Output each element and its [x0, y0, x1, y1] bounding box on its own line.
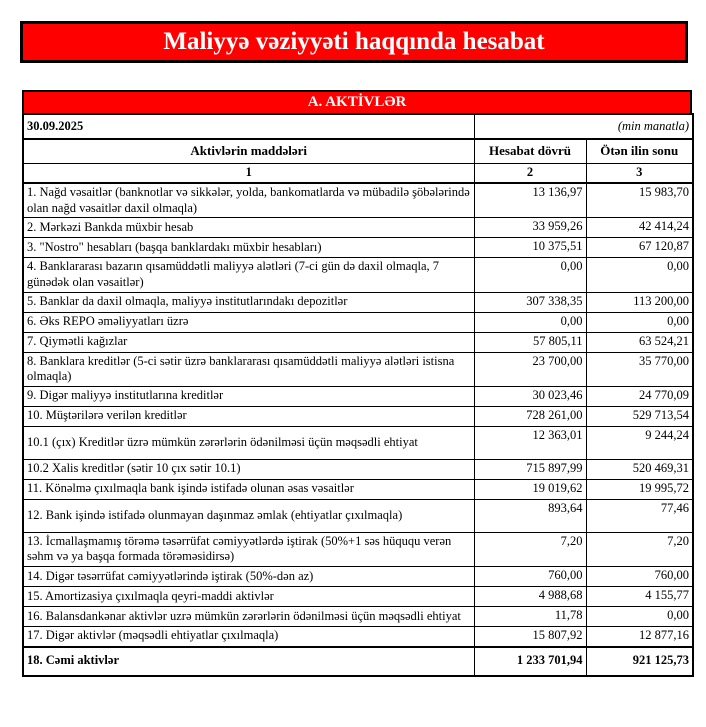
column-header-current: Hesabat dövrü: [474, 139, 586, 164]
row-label: 4. Banklararası bazarın qısamüddətli maliyyə alətləri (7-ci gün də daxil olmaqla, 7 günədək olan vəsaitlər): [23, 258, 474, 292]
row-value-current: 15 807,92: [474, 627, 586, 647]
row-value-current: 30 023,46: [474, 386, 586, 406]
row-value-current: 4 988,68: [474, 587, 586, 607]
report-title: Maliyyə vəziyyəti haqqında hesabat: [163, 28, 545, 55]
column-number-2: 2: [474, 164, 586, 184]
column-number-row: [23, 164, 693, 184]
row-value-current: 57 805,11: [474, 332, 586, 352]
row-label: 12. Bank işində istifadə olunmayan daşınmaz əmlak (ehtiyatlar çıxılmaqla): [23, 499, 474, 532]
row-value-current: 7,20: [474, 532, 586, 566]
row-label: 6. Əks REPO əməliyyatları üzrə: [23, 312, 474, 332]
row-label: 10. Müştərilərə verilən kreditlər: [23, 406, 474, 426]
table-row: [23, 567, 693, 587]
table-row: [23, 532, 693, 566]
row-value-previous: 0,00: [586, 312, 693, 332]
table-row: [23, 218, 693, 238]
row-value-previous: 12 877,16: [586, 627, 693, 647]
table-row: [23, 292, 693, 312]
row-value-previous: 67 120,87: [586, 238, 693, 258]
row-label: 10.2 Xalis kreditlər (sətir 10 çıx sətir 10.1): [23, 459, 474, 479]
column-header-items: Aktivlərin maddələri: [23, 139, 474, 164]
table-row: [23, 647, 693, 676]
row-label: 5. Banklar da daxil olmaqla, maliyyə institutlarındakı depozitlər: [23, 292, 474, 312]
row-label: 11. Könəlmə çıxılmaqla bank işində istifadə olunan əsas vəsaitlər: [23, 479, 474, 499]
table-row: [23, 627, 693, 647]
row-value-current: 13 136,97: [474, 183, 586, 218]
row-value-current: 12 363,01: [474, 426, 586, 459]
row-label: 17. Digər aktivlər (məqsədli ehtiyatlar çıxılmaqla): [23, 627, 474, 647]
row-value-previous: 4 155,77: [586, 587, 693, 607]
assets-table-body: [23, 183, 693, 676]
row-value-current: 33 959,26: [474, 218, 586, 238]
row-label: 18. Cəmi aktivlər: [23, 647, 474, 676]
row-value-previous: 24 770,09: [586, 386, 693, 406]
table-row: [23, 332, 693, 352]
table-row: [23, 426, 693, 459]
row-label: 9. Digər maliyyə institutlarına kreditlər: [23, 386, 474, 406]
table-row: [23, 258, 693, 292]
row-label: 3. "Nostro" hesabları (başqa banklardakı müxbir hesabları): [23, 238, 474, 258]
row-value-previous: 520 469,31: [586, 459, 693, 479]
row-label: 2. Mərkəzi Bankda müxbir hesab: [23, 218, 474, 238]
assets-table: [22, 113, 694, 677]
row-label: 1. Nağd vəsaitlər (banknotlar və sikkələr, yolda, bankomatlarda və mübadilə şöbələrində olan nağd vəsaitlər daxil olmaqla): [23, 183, 474, 218]
row-value-previous: 9 244,24: [586, 426, 693, 459]
row-value-previous: 15 983,70: [586, 183, 693, 218]
table-row: [23, 479, 693, 499]
assets-section: [22, 90, 692, 677]
table-row: [23, 352, 693, 386]
column-number-3: 3: [586, 164, 693, 184]
row-value-current: 728 261,00: [474, 406, 586, 426]
row-label: 10.1 (çıx) Kreditlər üzrə mümkün zərərlərin ödənilməsi üçün məqsədli ehtiyat: [23, 426, 474, 459]
row-value-current: 760,00: [474, 567, 586, 587]
row-value-current: 893,64: [474, 499, 586, 532]
row-label: 14. Digər təsərrüfat cəmiyyətlərində iştirak (50%-dən az): [23, 567, 474, 587]
column-header-row: [23, 139, 693, 164]
table-row: [23, 587, 693, 607]
date-row: [23, 114, 693, 139]
table-row: [23, 238, 693, 258]
row-label: 15. Amortizasiya çıxılmaqla qeyri-maddi aktivlər: [23, 587, 474, 607]
row-value-previous: 63 524,21: [586, 332, 693, 352]
row-value-current: 715 897,99: [474, 459, 586, 479]
row-value-current: 19 019,62: [474, 479, 586, 499]
table-row: [23, 406, 693, 426]
row-value-previous: 760,00: [586, 567, 693, 587]
row-value-current: 23 700,00: [474, 352, 586, 386]
row-value-previous: 77,46: [586, 499, 693, 532]
row-value-previous: 113 200,00: [586, 292, 693, 312]
assets-table-head-rows: [23, 114, 693, 183]
section-header-banner: [22, 90, 692, 113]
row-value-current: 0,00: [474, 258, 586, 292]
table-row: [23, 183, 693, 218]
row-value-current: 307 338,35: [474, 292, 586, 312]
table-row: [23, 312, 693, 332]
report-title-banner: [20, 21, 688, 63]
report-date: 30.09.2025: [23, 114, 474, 139]
row-value-previous: 19 995,72: [586, 479, 693, 499]
row-label: 13. İcmallaşmamış törəmə təsərrüfat cəmiyyətlərdə iştirak (50%+1 səs hüququ verən səhm və ya başqa formada törəməsidirsə): [23, 532, 474, 566]
row-label: 16. Balansdankənar aktivlər uzrə mümkün zərərlərin ödənilməsi üçün məqsədli ehtiyat: [23, 607, 474, 627]
table-row: [23, 499, 693, 532]
row-value-previous: 0,00: [586, 258, 693, 292]
row-value-previous: 0,00: [586, 607, 693, 627]
row-value-previous: 35 770,00: [586, 352, 693, 386]
row-value-current: 11,78: [474, 607, 586, 627]
column-header-previous: Ötən ilin sonu: [586, 139, 693, 164]
table-row: [23, 386, 693, 406]
row-label: 7. Qiymətli kağızlar: [23, 332, 474, 352]
unit-note: (min manatla): [474, 114, 693, 139]
column-number-1: 1: [23, 164, 474, 184]
row-value-previous: 7,20: [586, 532, 693, 566]
row-value-current: 0,00: [474, 312, 586, 332]
section-header: A. AKTİVLƏR: [307, 94, 407, 110]
row-value-previous: 921 125,73: [586, 647, 693, 676]
table-row: [23, 607, 693, 627]
row-value-previous: 42 414,24: [586, 218, 693, 238]
row-label: 8. Banklara kreditlər (5-ci sətir üzrə banklararası qısamüddətli maliyyə alətləri istisna olmaqla): [23, 352, 474, 386]
table-row: [23, 459, 693, 479]
row-value-current: 1 233 701,94: [474, 647, 586, 676]
row-value-previous: 529 713,54: [586, 406, 693, 426]
row-value-current: 10 375,51: [474, 238, 586, 258]
